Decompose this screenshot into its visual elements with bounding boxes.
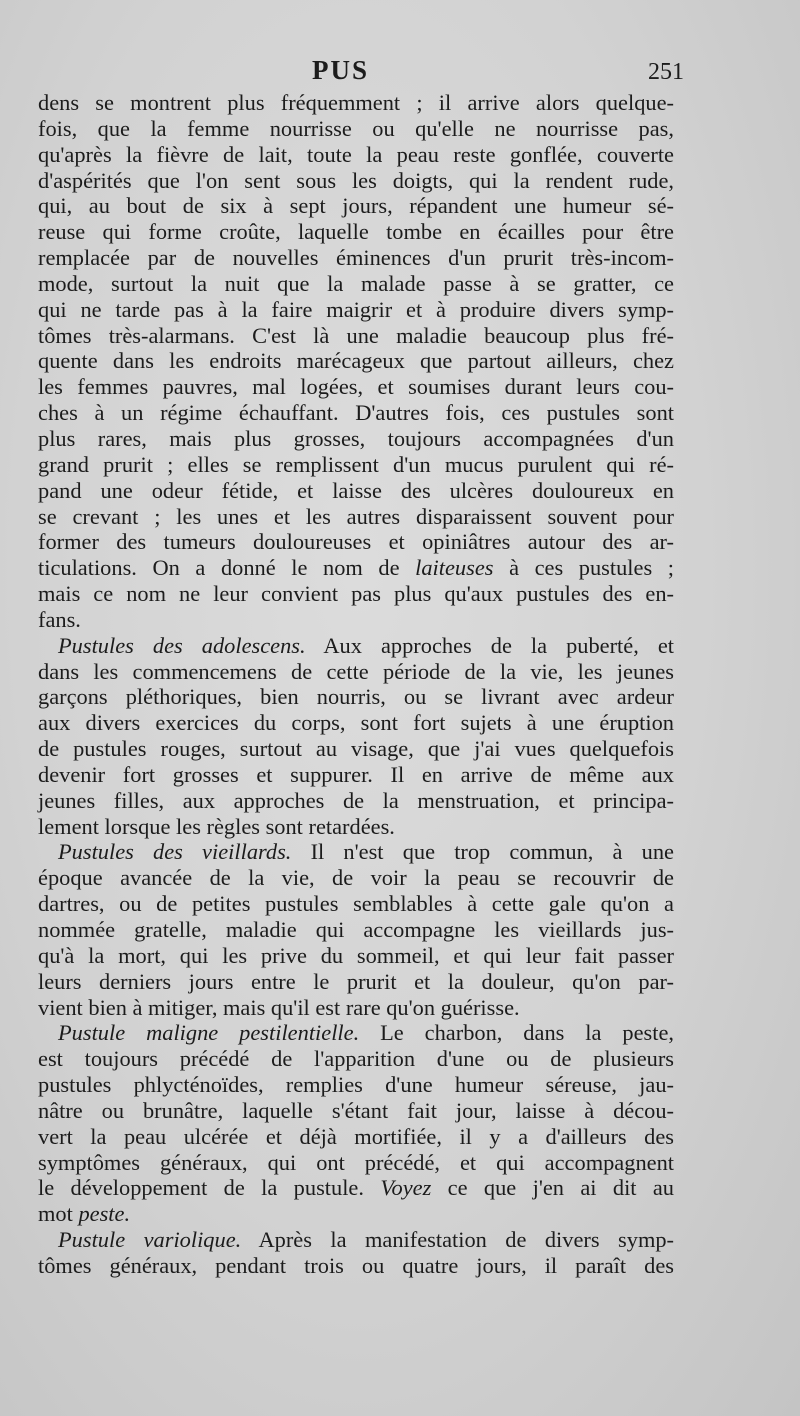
line-text: remplacée par de nouvelles éminences d'un prurit très-incom- (38, 245, 674, 271)
line-text: plus rares, mais plus grosses, toujours accompagnées d'un (38, 425, 674, 451)
italic-text: laiteuses (415, 555, 494, 581)
running-title: PUS (312, 55, 370, 85)
text-line (38, 400, 674, 426)
italic-text: Pustule maligne pestilentielle. (58, 1020, 360, 1046)
text-line (38, 1072, 674, 1098)
line-text: qu'à la mort, qui les prive du sommeil, et qui leur fait passer (38, 942, 674, 968)
text-line (38, 1098, 674, 1124)
line-text: de pustules rouges, surtout au visage, que j'ai vues quelquefois (38, 736, 674, 762)
line-text: lement lorsque les règles sont retardées. (38, 813, 395, 839)
text-line (38, 504, 674, 530)
text-line (38, 1046, 674, 1072)
line-text: vert la peau ulcérée et déjà mortifiée, il y a d'ailleurs des (38, 1123, 674, 1149)
text-line (38, 788, 674, 814)
line-text: qu'après la fièvre de lait, toute la peau reste gonflée, couverte (38, 141, 674, 167)
line-text: tômes très-alarmans. C'est là une maladie beaucoup plus fré- (38, 322, 674, 348)
text-line (38, 891, 674, 917)
line-text: reuse qui forme croûte, laquelle tombe en écailles pour être (38, 219, 674, 245)
line-text: mais ce nom ne leur convient pas plus qu'aux pustules des en- (38, 581, 674, 607)
text-line (38, 659, 674, 685)
line-text: qui ne tarde pas à la faire maigrir et à produire divers symp- (38, 296, 674, 322)
line-text: Il n'est que trop commun, à une (291, 839, 674, 865)
text-line (38, 323, 674, 349)
line-text: Après la manifestation de divers symp- (241, 1227, 675, 1253)
text-line (38, 917, 674, 943)
line-text: vient bien à mitiger, mais qu'il est rare qu'on guérisse. (38, 994, 520, 1020)
line-text: Le charbon, dans la peste, (359, 1020, 674, 1046)
line-text: à ces pustules ; (493, 555, 674, 581)
italic-text: Pustules des adolescens. (58, 632, 306, 658)
text-line (38, 581, 674, 607)
text-line (38, 736, 674, 762)
text-line (38, 1124, 674, 1150)
line-text: pustules phlycténoïdes, remplies d'une humeur séreuse, jau- (38, 1072, 674, 1098)
text-line (38, 555, 674, 581)
text-line (38, 607, 674, 633)
line-text: jeunes filles, aux approches de la menstruation, et principa- (38, 787, 674, 813)
running-head (40, 55, 684, 87)
line-text: dartres, ou de petites pustules semblables à cette gale qu'on a (38, 891, 674, 917)
text-line (38, 684, 674, 710)
text-line (38, 1227, 674, 1253)
text-line (38, 1253, 674, 1279)
italic-text: Pustules des vieillards. (58, 839, 292, 865)
text-line (38, 245, 674, 271)
text-line (38, 452, 674, 478)
line-text: garçons pléthoriques, bien nourris, ou se livrant avec ardeur (38, 684, 674, 710)
text-line (38, 168, 674, 194)
text-line (38, 116, 674, 142)
text-line (38, 1201, 674, 1227)
text-line (38, 814, 674, 840)
line-text: aux divers exercices du corps, sont fort sujets à une éruption (38, 710, 674, 736)
text-line (38, 969, 674, 995)
text-line (38, 762, 674, 788)
text-line (38, 193, 674, 219)
line-text: le développement de la pustule. (38, 1175, 381, 1201)
text-line (38, 1150, 674, 1176)
text-line (38, 142, 674, 168)
body-text (38, 90, 674, 1279)
text-line (38, 219, 674, 245)
line-text: former des tumeurs douloureuses et opiniâtres autour des ar- (38, 529, 674, 555)
text-line (38, 90, 674, 116)
page-number: 251 (648, 59, 684, 85)
text-line (38, 297, 674, 323)
line-text: nâtre ou brunâtre, laquelle s'étant fait jour, laisse à décou- (38, 1097, 674, 1123)
line-text: mode, surtout la nuit que la malade passe à se gratter, ce (38, 270, 674, 296)
line-text: symptômes généraux, qui ont précédé, et qui accompagnent (38, 1149, 674, 1175)
text-line (38, 839, 674, 865)
italic-text: Pustule variolique. (58, 1227, 242, 1253)
text-line (38, 478, 674, 504)
text-line (38, 1020, 674, 1046)
line-text: pand une odeur fétide, et laisse des ulcères douloureux en (38, 477, 674, 503)
text-line (38, 374, 674, 400)
line-text: ce que j'en ai dit au (431, 1175, 675, 1201)
line-text: leurs derniers jours entre le prurit et la douleur, qu'on par- (38, 968, 674, 994)
text-line (38, 426, 674, 452)
line-text: dans les commencemens de cette période de la vie, les jeunes (38, 658, 674, 684)
line-text: Aux approches de la puberté, et (305, 632, 674, 658)
text-line (38, 710, 674, 736)
line-text: grand prurit ; elles se remplissent d'un mucus purulent qui ré- (38, 451, 674, 477)
line-text: se crevant ; les unes et les autres disparaissent souvent pour (38, 503, 674, 529)
line-text: fois, que la femme nourrisse ou qu'elle ne nourrisse pas, (38, 115, 674, 141)
text-line (38, 865, 674, 891)
italic-text: Voyez (380, 1175, 432, 1201)
text-line (38, 995, 674, 1021)
line-text: les femmes pauvres, mal logées, et soumises durant leurs cou- (38, 374, 674, 400)
text-line (38, 529, 674, 555)
line-text: d'aspérités que l'on sent sous les doigts, qui la rendent rude, (38, 167, 674, 193)
text-line (38, 348, 674, 374)
text-line (38, 633, 674, 659)
line-text: fans. (38, 606, 81, 632)
line-text: mot (38, 1201, 79, 1227)
text-line (38, 943, 674, 969)
line-text: époque avancée de la vie, de voir la peau se recouvrir de (38, 865, 674, 891)
line-text: est toujours précédé de l'apparition d'une ou de plusieurs (38, 1046, 674, 1072)
text-line (38, 1175, 674, 1201)
line-text: dens se montrent plus fréquemment ; il arrive alors quelque- (38, 90, 674, 115)
line-text: tômes généraux, pendant trois ou quatre jours, il paraît des (38, 1252, 674, 1278)
italic-text: peste. (78, 1201, 131, 1227)
line-text: devenir fort grosses et suppurer. Il en arrive de même aux (38, 761, 674, 787)
line-text: ches à un régime échauffant. D'autres fois, ces pustules sont (38, 400, 674, 426)
text-line (38, 271, 674, 297)
line-text: nommée gratelle, maladie qui accompagne les vieillards jus- (38, 917, 674, 942)
line-text: quente dans les endroits marécageux que partout ailleurs, chez (38, 348, 674, 374)
line-text: ticulations. On a donné le nom de (38, 555, 416, 581)
line-text: qui, au bout de six à sept jours, répandent une humeur sé- (38, 193, 674, 219)
